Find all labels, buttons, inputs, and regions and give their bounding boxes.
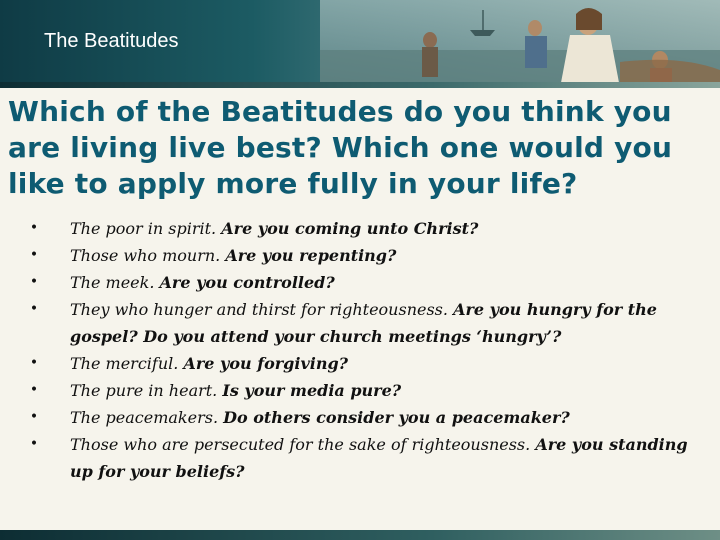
list-item bbox=[28, 242, 688, 269]
reflection-question: Is your media pure? bbox=[222, 381, 402, 400]
footer-bar bbox=[0, 530, 720, 540]
beatitude-text: The meek. bbox=[70, 273, 160, 292]
reflection-question: Are you hungry for the gospel? Do you attend your church meetings ‘hungry’? bbox=[70, 300, 657, 346]
list-item bbox=[28, 269, 688, 296]
list-item bbox=[28, 350, 688, 377]
header-painting-image bbox=[320, 0, 720, 88]
list-item bbox=[28, 404, 688, 431]
list-item bbox=[28, 431, 688, 485]
beatitudes-list bbox=[28, 215, 688, 485]
bullet-icon: • bbox=[29, 247, 39, 263]
bullet-icon: • bbox=[29, 409, 39, 425]
main-question: Which of the Beatitudes do you think you are living live best? Which one would you like to apply more fully in your life? bbox=[8, 95, 673, 200]
list-item bbox=[28, 296, 688, 350]
header-banner bbox=[0, 0, 720, 88]
beatitude-text: The pure in heart. bbox=[70, 381, 223, 400]
beatitude-text: Those who mourn. bbox=[70, 246, 226, 265]
beatitude-text: Those who are persecuted for the sake of righteousness. bbox=[70, 435, 536, 454]
list-item bbox=[28, 215, 688, 242]
beatitude-text: The poor in spirit. bbox=[70, 219, 222, 238]
reflection-question: Are you coming unto Christ? bbox=[221, 219, 479, 238]
reflection-question: Are you forgiving? bbox=[183, 354, 349, 373]
bullet-icon: • bbox=[29, 220, 39, 236]
list-item bbox=[28, 377, 688, 404]
reflection-question: Are you standing up for your beliefs? bbox=[70, 435, 688, 481]
header-title: The Beatitudes bbox=[44, 30, 179, 52]
bullet-icon: • bbox=[29, 355, 39, 371]
bullet-icon: • bbox=[29, 274, 39, 290]
reflection-question: Are you repenting? bbox=[225, 246, 397, 265]
bullet-icon: • bbox=[29, 301, 39, 317]
beatitude-text: The peacemakers. bbox=[70, 408, 224, 427]
bullet-icon: • bbox=[29, 382, 39, 398]
beatitude-text: They who hunger and thirst for righteousness. bbox=[70, 300, 454, 319]
reflection-question: Are you controlled? bbox=[159, 273, 335, 292]
beatitude-text: The merciful. bbox=[70, 354, 184, 373]
bullet-icon: • bbox=[29, 436, 39, 452]
reflection-question: Do others consider you a peacemaker? bbox=[223, 408, 570, 427]
